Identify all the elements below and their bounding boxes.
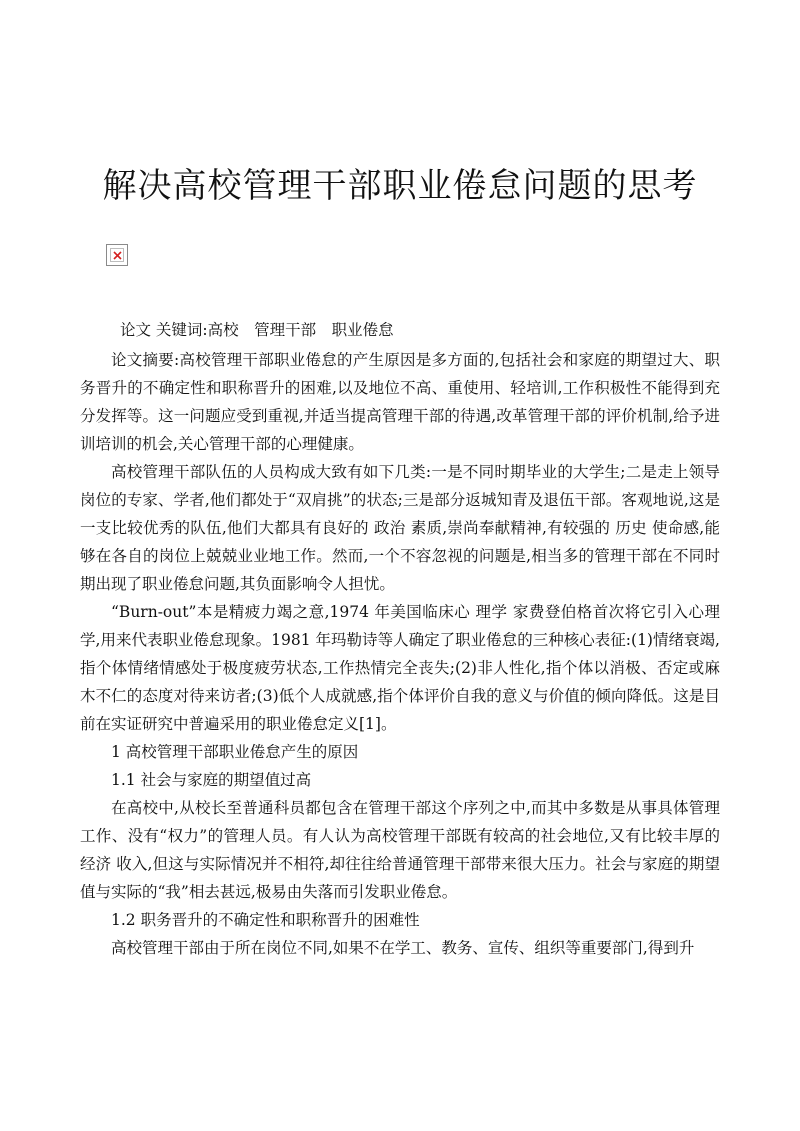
subsection-heading: 1.2 职务晋升的不确定性和职称晋升的困难性: [111, 911, 420, 929]
body-paragraph: 高校管理干部由于所在岗位不同,如果不在学工、教务、宣传、组织等重要部门,得到升: [111, 939, 695, 957]
broken-image-icon: [106, 244, 128, 266]
red-x-mark: [113, 251, 122, 260]
document-title: 解决高校管理干部职业倦怠问题的思考: [102, 166, 698, 206]
body-paragraph: 在高校中,从校长至普通科员都包含在管理干部这个序列之中,而其中多数是从事具体管理工作、没有“权力”的管理人员。有人认为高校管理干部既有较高的社会地位,又有比较丰厚的 经济 收入,但这与实际情况并不相符,却往往给普通管理干部带来很大压力。社会与家庭的期望值与实际的“我”相去甚远,极易由失落而引发职业倦怠。: [80, 799, 720, 901]
body-paragraph: “Burn-out”本是精疲力竭之意,1974 年美国临床心 理学 家费登伯格首次将它引入心理学,用来代表职业倦怠现象。1981 年玛勒诗等人确定了职业倦怠的三种核心表征:(1)情绪衰竭,指个体情绪情感处于极度疲劳状态,工作热情完全丧失;(2)非人性化,指个体以消极、否定或麻木不仁的态度对待来访者;(3)低个人成就感,指个体评价自我的意义与价值的倾向降低。这是目前在实证研究中普遍采用的职业倦怠定义[1]。: [80, 603, 720, 733]
abstract-paragraph: 论文摘要:高校管理干部职业倦怠的产生原因是多方面的,包括社会和家庭的期望过大、职务晋升的不确定性和职称晋升的困难,以及地位不高、重使用、轻培训,工作积极性不能得到充分发挥等。这一问题应受到重视,并适当提高管理干部的待遇,改革管理干部的评价机制,给予进训培训的机会,关心管理干部的心理健康。: [80, 351, 720, 453]
section-heading: 1 高校管理干部职业倦怠产生的原因: [111, 743, 359, 761]
body-paragraph: 高校管理干部队伍的人员构成大致有如下几类:一是不同时期毕业的大学生;二是走上领导岗位的专家、学者,他们都处于“双肩挑”的状态;三是部分返城知青及退伍干部。客观地说,这是一支比较优秀的队伍,他们大都具有良好的 政治 素质,崇尚奉献精神,有较强的 历史 使命感,能够在各自的岗位上兢兢业业地工作。然而,一个不容忽视的问题是,相当多的管理干部在不同时期出现了职业倦怠问题,其负面影响令人担忧。: [80, 463, 720, 593]
keywords-line: 论文 关键词:高校 管理干部 职业倦怠: [120, 321, 394, 339]
subsection-heading: 1.1 社会与家庭的期望值过高: [111, 771, 312, 789]
document-body: [80, 316, 720, 962]
